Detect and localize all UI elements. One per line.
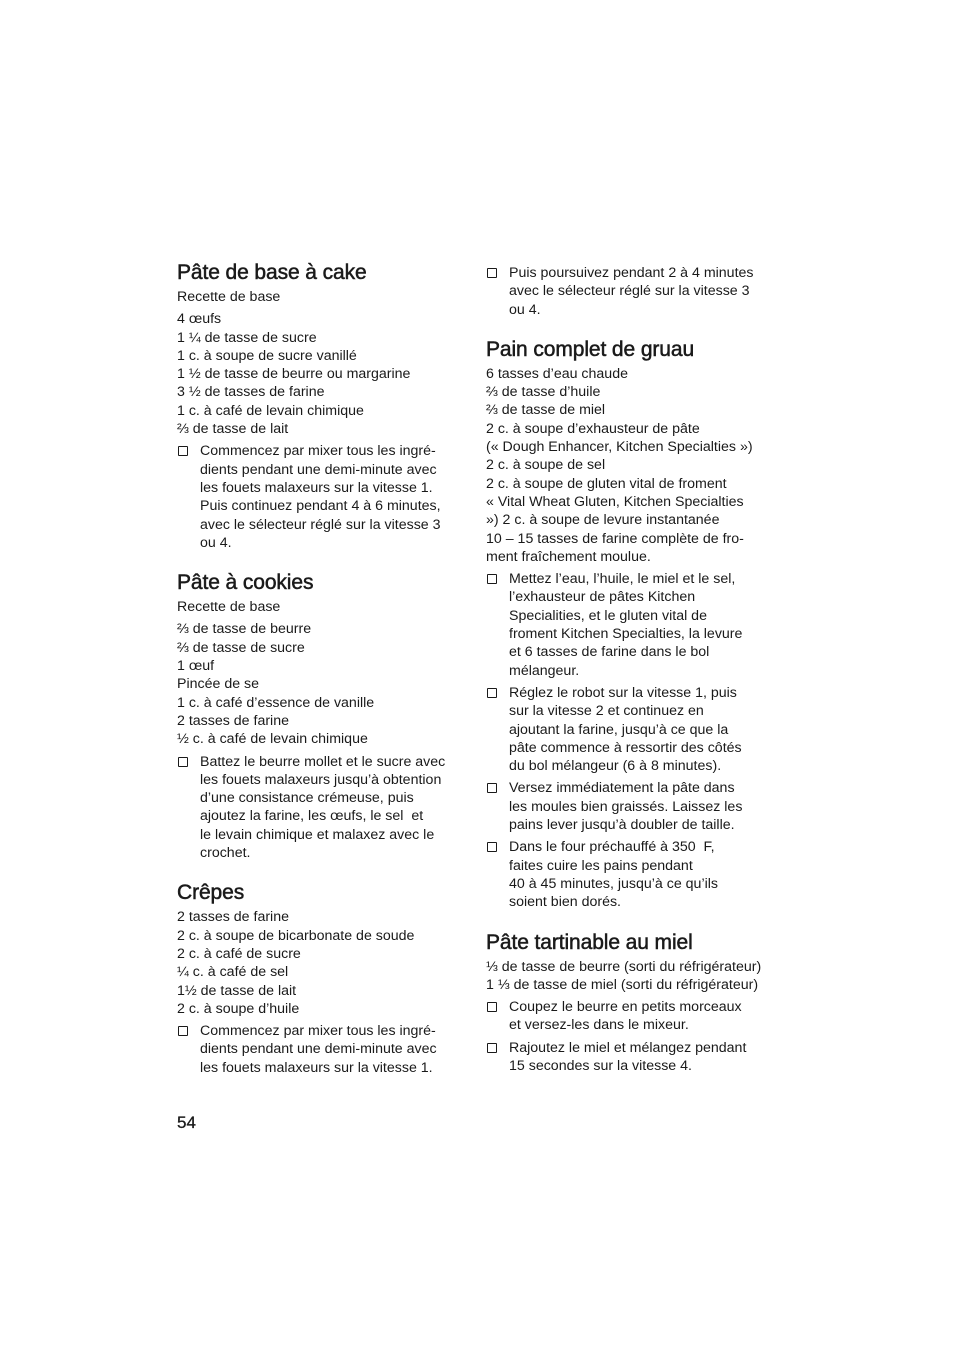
step-text: Commencez par mixer tous les ingré- dients pendant une demi-minute avec les fouets malaxeurs sur la vitesse 1. — [200, 1023, 437, 1076]
ingredient-list — [177, 620, 477, 748]
checkbox-icon — [487, 1043, 497, 1053]
ingredient-line: ⅔ de tasse de lait — [177, 421, 289, 438]
ingredient-line: 1 c. à café d’essence de vanille — [177, 694, 375, 711]
step-item — [486, 570, 786, 680]
step-item — [177, 442, 477, 552]
step-text: Réglez le robot sur la vitesse 1, puis sur la vitesse 2 et continuez en ajoutant la farine, jusqu’à ce que la pâte commence à ressortir des côtés du bol mélangeur (6 à 8 minutes). — [509, 684, 742, 775]
ingredient-line: ment fraîchement moulue. — [486, 548, 651, 565]
ingredient-line: 2 c. à soupe d’exhausteur de pâte — [486, 420, 700, 437]
checkbox-icon — [178, 1026, 188, 1036]
checkbox-icon — [487, 268, 497, 278]
recipe-section-cookies — [177, 552, 477, 862]
ingredient-line: 1 c. à café de levain chimique — [177, 402, 364, 419]
checkbox-icon — [487, 783, 497, 793]
ingredient-line: 3 ½ de tasses de farine — [177, 384, 325, 401]
step-item — [486, 838, 786, 911]
recipe-subtitle: Recette de base — [177, 289, 281, 305]
checkbox-icon — [487, 688, 497, 698]
ingredient-line: 10 – 15 tasses de farine complète de fro- — [486, 530, 744, 547]
ingredient-list — [177, 908, 477, 1018]
recipe-subtitle: Recette de base — [177, 599, 281, 616]
checkbox-icon — [178, 757, 188, 767]
step-item — [486, 1039, 786, 1076]
ingredient-line: 4 œufs — [177, 311, 222, 328]
step-item — [486, 779, 786, 834]
ingredient-line: ») 2 c. à soupe de levure instantanée — [486, 512, 720, 529]
ingredient-line: 1 œuf — [177, 658, 215, 675]
ingredient-line: Pincée de se — [177, 676, 260, 693]
section-spacer — [486, 319, 786, 335]
recipe-title: Pâte à cookies — [177, 571, 314, 595]
step-item — [486, 998, 786, 1035]
checkbox-icon — [178, 446, 188, 456]
ingredient-line: ½ c. à café de levain chimique — [177, 731, 368, 748]
step-text: Dans le four préchauffé à 350 F, faites cuire les pains pendant 40 à 45 minutes, jusqu’à ce qu’ils soient bien dorés. — [509, 839, 718, 911]
ingredient-line: 2 tasses de farine — [177, 909, 289, 926]
ingredient-line: 1 ⅓ de tasse de miel (sorti du réfrigérateur) — [486, 976, 759, 993]
step-text: Rajoutez le miel et mélangez pendant 15 secondes sur la vitesse 4. — [509, 1039, 747, 1074]
recipe-title: Pain complet de gruau — [486, 337, 695, 361]
step-text: Versez immédiatement la pâte dans les moules bien graissés. Laissez les pains lever jusqu’à doubler de taille. — [509, 780, 743, 834]
ingredient-line: ⅔ de tasse de miel — [486, 402, 606, 419]
ingredient-line: 1 ¼ de tasse de sucre — [177, 329, 317, 346]
ingredient-line: 1 ½ de tasse de beurre ou margarine — [177, 366, 411, 383]
step-text: Commencez par mixer tous les ingré- dients pendant une demi-minute avec les fouets malaxeurs sur la vitesse 1. Puis continuez pendant 4 à 6 minutes, avec le sélecteur réglé sur la vitesse 3 ou 4. — [200, 443, 441, 551]
checkbox-icon — [487, 1002, 497, 1012]
ingredient-line: 2 c. à soupe de sel — [486, 457, 606, 474]
recipe-title: Pâte tartinable au miel — [486, 930, 693, 954]
recipe-section-cake — [177, 258, 477, 552]
recipe-section-miel — [486, 912, 786, 1076]
checkbox-icon — [487, 574, 497, 584]
ingredient-line: 2 c. à soupe d’huile — [177, 1000, 300, 1017]
checkbox-icon — [487, 842, 497, 852]
ingredient-line: ⅔ de tasse d’huile — [486, 384, 601, 401]
ingredient-line: 1 c. à soupe de sucre vanillé — [177, 347, 357, 364]
ingredient-line: (« Dough Enhancer, Kitchen Specialties ») — [486, 439, 753, 456]
step-text: Battez le beurre mollet et le sucre avec les fouets malaxeurs jusqu’à obtention d’une consistance crémeuse, puis ajoutez la farine, les œufs, le sel et le levain chimique et malaxez avec le crochet. — [200, 753, 446, 862]
section-spacer — [177, 862, 477, 878]
ingredient-line: ⅔ de tasse de beurre — [177, 621, 312, 638]
ingredient-line: 1½ de tasse de lait — [177, 982, 297, 999]
step-item — [486, 684, 786, 775]
ingredient-line: 2 tasses de farine — [177, 712, 289, 729]
ingredient-list — [177, 310, 477, 438]
recipe-title: Crêpes — [177, 881, 245, 905]
recipe-section-continuation — [486, 264, 786, 319]
ingredient-list — [486, 365, 786, 566]
step-item — [177, 1022, 477, 1077]
left-column — [177, 258, 477, 1077]
ingredient-line: ⅓ de tasse de beurre (sorti du réfrigérateur) — [486, 958, 762, 975]
recipe-title: Pâte de base à cake — [177, 261, 367, 284]
page-number: 54 — [177, 1113, 196, 1132]
ingredient-line: ⅔ de tasse de sucre — [177, 639, 305, 656]
step-text: Coupez le beurre en petits morceaux et versez-les dans le mixeur. — [509, 999, 742, 1034]
step-item — [486, 264, 786, 319]
right-column — [486, 258, 786, 1075]
step-text: Mettez l’eau, l’huile, le miel et le sel, l’exhausteur de pâtes Kitchen Specialities, et le gluten vital de froment Kitchen Specialties, la levure et 6 tasses de farine dans le bol mélangeur. — [509, 571, 743, 679]
section-spacer — [486, 912, 786, 928]
ingredient-line: « Vital Wheat Gluten, Kitchen Specialties — [486, 493, 744, 510]
ingredient-line: ¼ c. à café de sel — [177, 964, 289, 981]
ingredient-line: 6 tasses d’eau chaude — [486, 365, 628, 382]
step-text: Puis poursuivez pendant 2 à 4 minutes avec le sélecteur réglé sur la vitesse 3 ou 4. — [509, 265, 754, 318]
ingredient-line: 2 c. à soupe de gluten vital de froment — [486, 475, 727, 492]
ingredient-line: 2 c. à café de sucre — [177, 945, 301, 962]
recipe-section-crepes — [177, 862, 477, 1077]
section-spacer — [177, 552, 477, 568]
ingredient-list — [486, 958, 786, 995]
recipe-section-pain — [486, 319, 786, 912]
step-item — [177, 753, 477, 863]
ingredient-line: 2 c. à soupe de bicarbonate de soude — [177, 927, 415, 944]
